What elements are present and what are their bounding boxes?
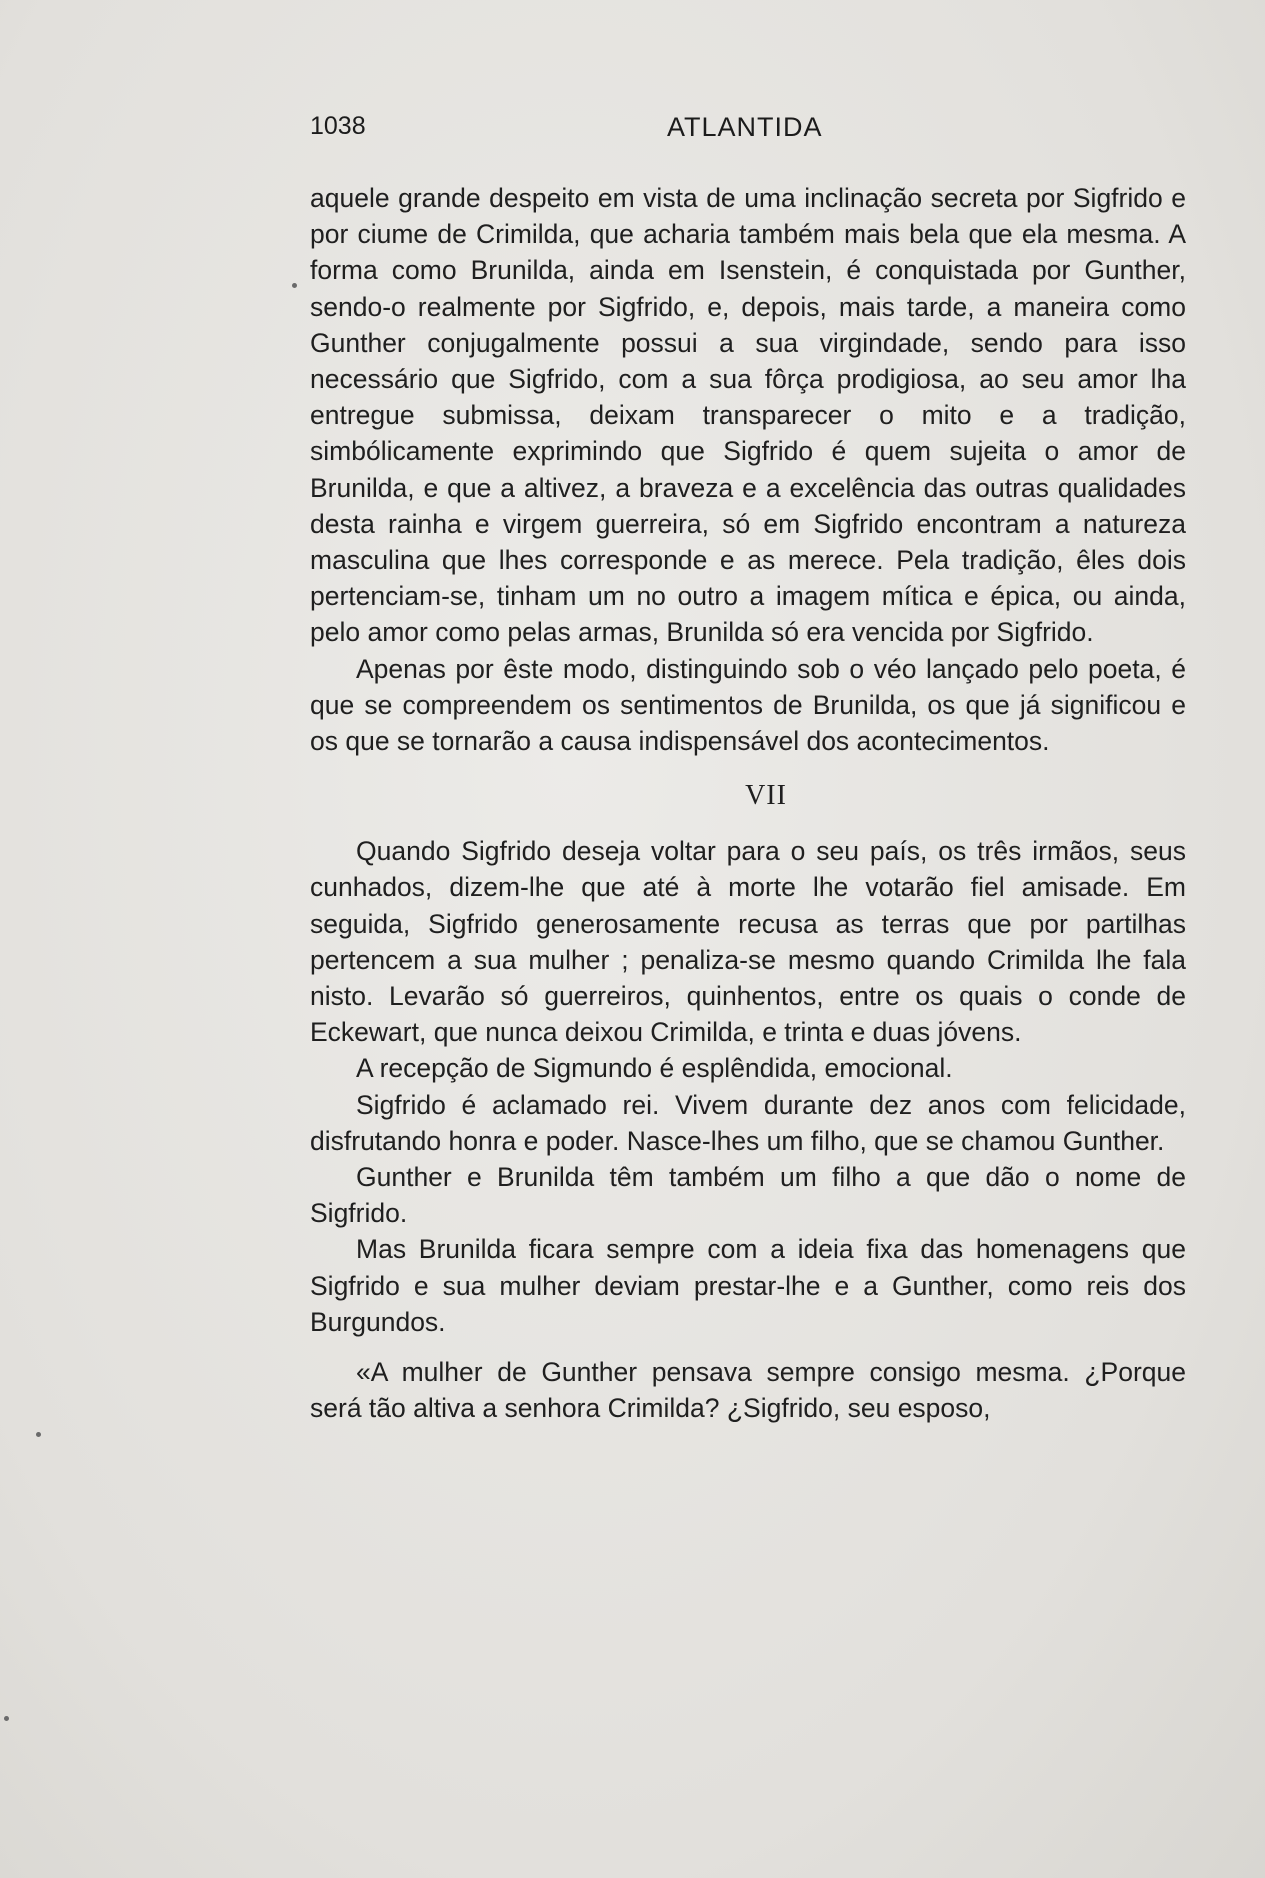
page-speck [4,1716,9,1721]
paragraph: Apenas por êste modo, distinguindo sob o véo lançado pelo poeta, é que se compreendem os sentimentos de Brunilda, os que já significou e os que se tornarão a causa indispensável dos acontecimentos. [310,653,1186,757]
page-header [310,112,1190,152]
running-title: ATLANTIDA [667,112,823,142]
paragraph: A recepção de Sigmundo é esplêndida, emocional. [356,1053,953,1084]
quote-paragraph: «A mulher de Gunther pensava sempre consigo mesma. ¿Porque será tão altiva a senhora Crimilda? ¿Sigfrido, seu esposo, [310,1357,1186,1424]
paragraph: Mas Brunilda ficara sempre com a ideia fixa das homenagens que Sigfrido e sua mulher deviam prestar-lhe e a Gunther, como reis dos Burgundos. [310,1234,1186,1337]
paragraph: Quando Sigfrido deseja voltar para o seu país, os três irmãos, seus cunhados, dizem-lhe que até à morte lhe votarão fiel amisade. Em seguida, Sigfrido generosamente recusa as terras que por partilhas pertencem a sua mulher ; penaliza-se mesmo quando Crimilda lhe fala nisto. Levarão só guerreiros, quinhentos, entre os quais o conde de Eckewart, que nunca deixou Crimilda, e trinta e duas jóvens. [310,836,1186,1048]
paragraph-spacer [310,1340,1186,1354]
page-speck [292,283,297,288]
paragraph: Gunther e Brunilda têm também um filho a que dão o nome de Sigfrido. [310,1162,1186,1229]
body-text [310,180,1186,1427]
page-number: 1038 [310,112,366,140]
section-heading: VII [745,780,787,812]
paragraph: Sigfrido é aclamado rei. Vivem durante dez anos com felicidade, disfrutando honra e poder. Nasce-lhes um filho, que se chamou Gunther. [310,1089,1186,1156]
page-speck [36,1432,41,1437]
paragraph-continuation: aquele grande despeito em vista de uma inclinação secreta por Sigfrido e por ciume de Crimilda, que acharia também mais bela que ela mesma. A forma como Brunilda, ainda em Isenstein, é conquistada por Gunther, sendo-o realmente por Sigfrido, e, depois, mais tarde, a maneira como Gunther conjugalmente possui a sua virgindade, sendo para isso necessário que Sigfrido, com a sua fôrça prodigiosa, ao seu amor lha entregue submissa, deixam transparecer o mito e a tradição, simbólicamente exprimindo que Sigfrido é quem sujeita o amor de Brunilda, e que a altivez, a braveza e a excelência das outras qualidades desta rainha e virgem guerreira, só em Sigfrido encontram a natureza masculina que lhes corresponde e as merece. Pela tradição, êles dois pertenciam-se, tinham um no outro a imagem mítica e épica, ou ainda, pelo amor como pelas armas, Brunilda só era vencida por Sigfrido. [310,183,1186,648]
